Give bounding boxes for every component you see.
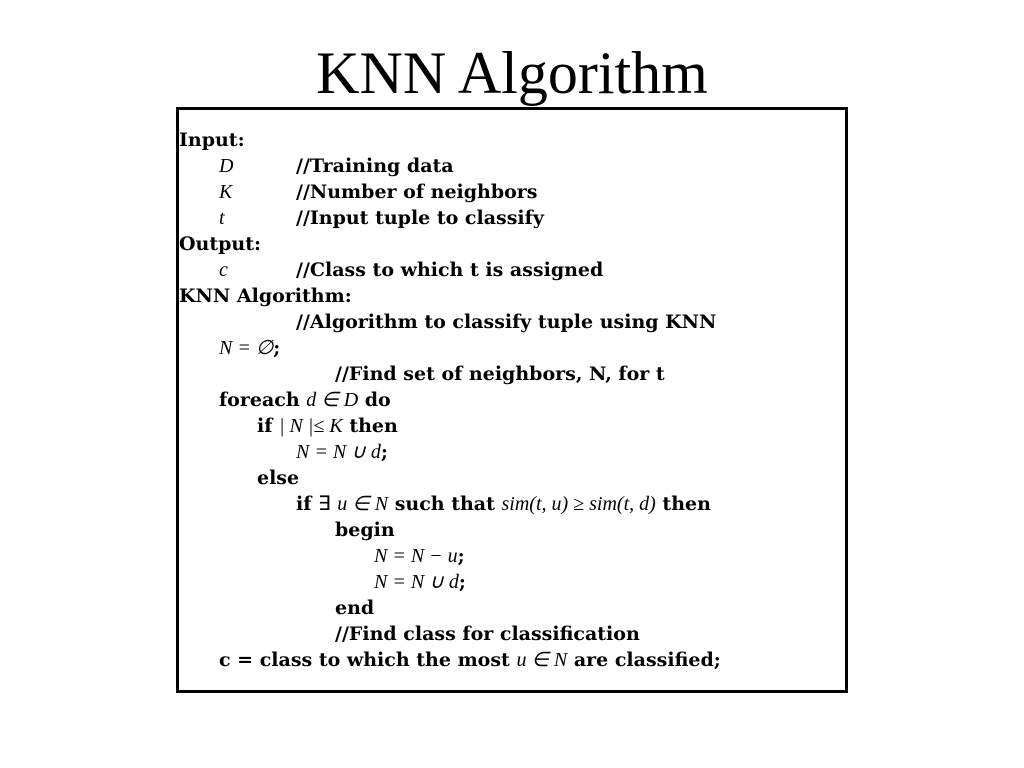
do-keyword: do bbox=[364, 389, 391, 411]
union2-semicolon: ; bbox=[458, 571, 466, 593]
input-row-d bbox=[219, 153, 454, 179]
if2-keyword: if bbox=[296, 493, 312, 515]
such-that-keyword: such that bbox=[394, 493, 495, 515]
input-var: t bbox=[219, 207, 225, 229]
input-comment: //Training data bbox=[296, 155, 454, 177]
init-math: N = ∅ bbox=[219, 337, 274, 359]
find-class-comment: //Find class for classification bbox=[335, 623, 640, 645]
algorithm-comment: //Algorithm to classify tuple using KNN bbox=[296, 311, 717, 333]
output-comment: //Class to which t is assigned bbox=[296, 259, 604, 281]
input-row-k bbox=[219, 179, 538, 205]
exists-math: ∃ bbox=[318, 493, 331, 515]
union2-statement bbox=[374, 569, 466, 595]
output-row-c bbox=[219, 257, 604, 283]
minus-math: N = N − u bbox=[374, 545, 458, 567]
find-neighbors-comment: //Find set of neighbors, N, for t bbox=[335, 363, 665, 385]
final-math: u ∈ N bbox=[516, 649, 568, 671]
input-row-t bbox=[219, 205, 544, 231]
algorithm-label: KNN Algorithm: bbox=[179, 285, 352, 307]
else-keyword: else bbox=[257, 467, 300, 489]
input-comment: //Input tuple to classify bbox=[296, 207, 544, 229]
final-prefix: c = class to which the most bbox=[219, 649, 510, 671]
final-statement bbox=[219, 647, 721, 673]
algorithm-box bbox=[176, 107, 848, 693]
if-condition-math: | N |≤ K bbox=[279, 415, 343, 437]
init-statement bbox=[219, 335, 280, 361]
union-semicolon: ; bbox=[380, 441, 388, 463]
end-keyword: end bbox=[335, 597, 375, 619]
u-in-n-math: u ∈ N bbox=[337, 493, 389, 515]
input-comment: //Number of neighbors bbox=[296, 181, 538, 203]
input-var: D bbox=[219, 155, 234, 177]
foreach-statement bbox=[219, 387, 391, 413]
input-label: Input: bbox=[179, 129, 245, 151]
then-keyword: then bbox=[349, 415, 398, 437]
input-var: K bbox=[219, 181, 233, 203]
union-math: N = N ∪ d bbox=[296, 441, 381, 463]
foreach-math: d ∈ D bbox=[306, 389, 359, 411]
output-var: c bbox=[219, 259, 228, 281]
final-suffix: are classified; bbox=[573, 649, 721, 671]
minus-semicolon: ; bbox=[457, 545, 465, 567]
if-keyword: if bbox=[257, 415, 273, 437]
begin-keyword: begin bbox=[335, 519, 395, 541]
then2-keyword: then bbox=[662, 493, 711, 515]
if-exists-statement bbox=[296, 491, 711, 517]
minus-statement bbox=[374, 543, 465, 569]
if-statement bbox=[257, 413, 398, 439]
union2-math: N = N ∪ d bbox=[374, 571, 459, 593]
union-statement bbox=[296, 439, 388, 465]
sim-math: sim(t, u) ≥ sim(t, d) bbox=[501, 493, 656, 515]
output-label: Output: bbox=[179, 233, 262, 255]
slide-title: KNN Algorithm bbox=[316, 40, 708, 106]
init-semicolon: ; bbox=[273, 337, 281, 359]
foreach-keyword: foreach bbox=[219, 389, 300, 411]
